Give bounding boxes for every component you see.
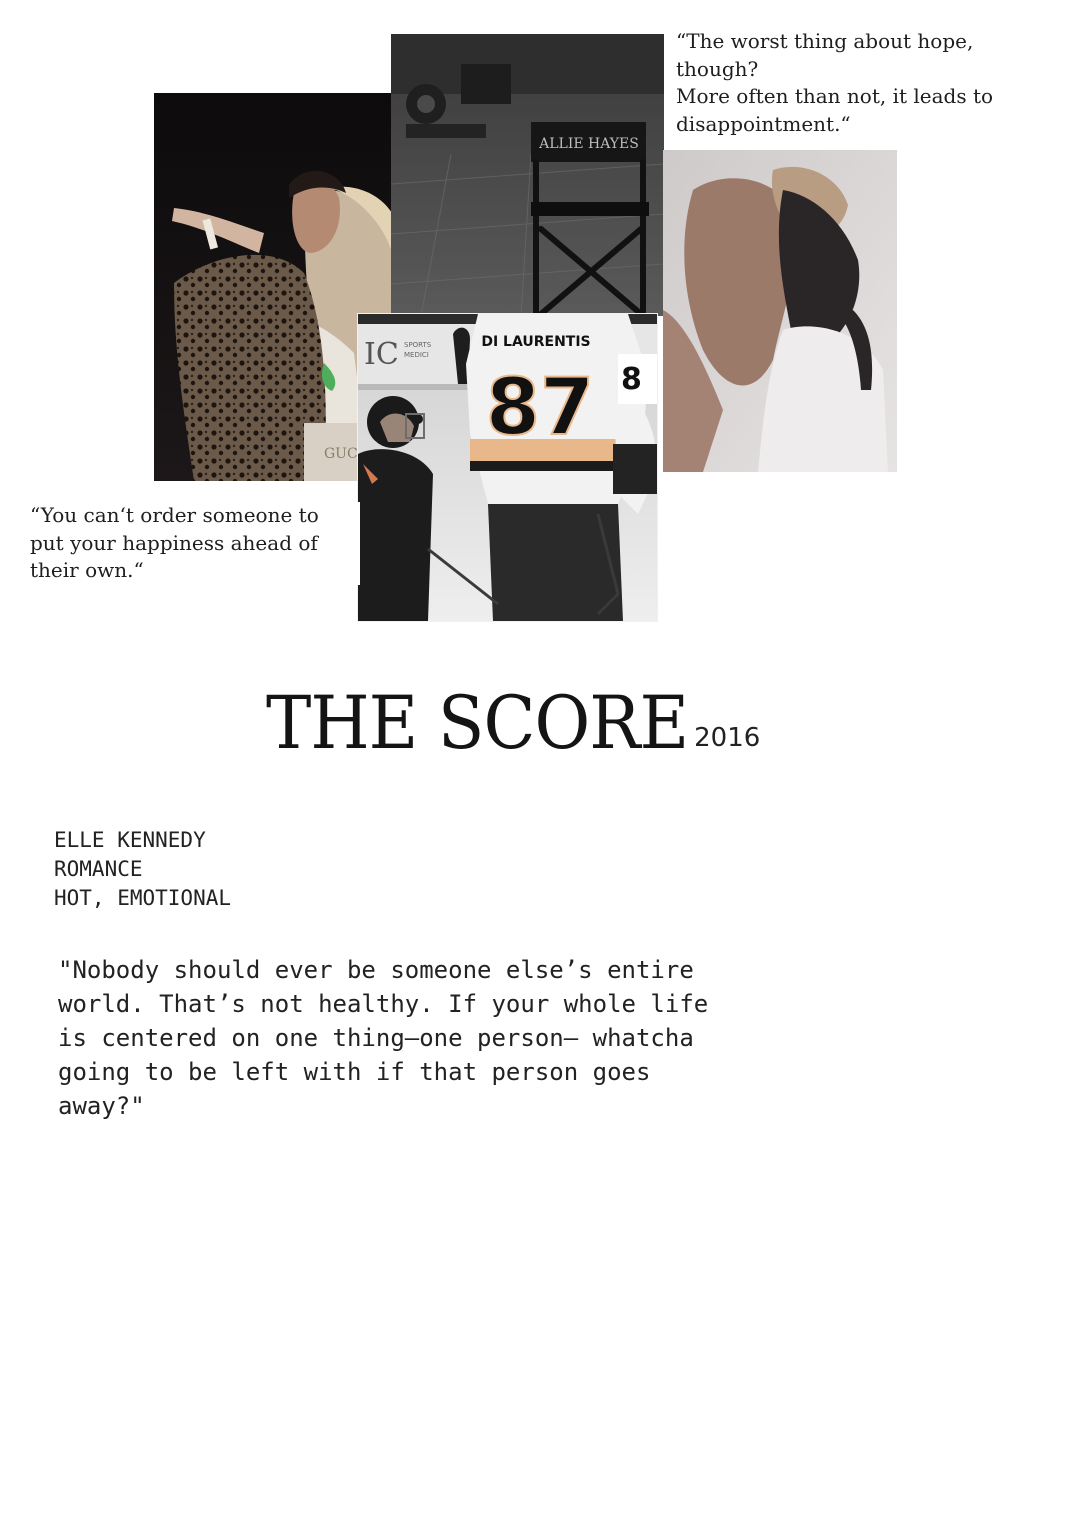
jersey-number: 87	[485, 363, 595, 453]
chair-label: ALLIE HAYES	[539, 136, 639, 152]
svg-text:8: 8	[621, 362, 642, 397]
book-year: 2016	[694, 723, 761, 753]
photo-couple-kissing	[154, 93, 392, 481]
title-block	[266, 680, 761, 767]
bag-text: GUC	[324, 446, 358, 462]
book-genre: ROMANCE	[54, 857, 143, 881]
book-author: ELLE KENNEDY	[54, 828, 206, 852]
rink-sign-text: IC	[364, 337, 399, 372]
rink-sign-small-2: MEDICI	[404, 351, 429, 359]
book-title: THE SCORE	[266, 680, 689, 767]
main-quote: "Nobody should ever be someone else’s entire world. That’s not healthy. If your whole life is centered on one thing—one person— whatcha going to be left with if that person goes away?"	[58, 956, 709, 1120]
book-tags: HOT, EMOTIONAL	[54, 886, 232, 910]
photo-couple-embrace	[663, 150, 897, 472]
rink-sign-small-1: SPORTS	[404, 341, 432, 349]
photo-hockey-players	[358, 314, 657, 621]
book-meta-list	[54, 826, 231, 913]
photo-directors-chair	[391, 34, 664, 316]
jersey-name: DI LAURENTIS	[481, 334, 591, 350]
quote-order: “You can‘t order someone to put your happiness ahead of their own.“	[30, 502, 360, 585]
quote-hope: “The worst thing about hope, though? More often than not, it leads to disappointment.“	[676, 28, 1056, 138]
